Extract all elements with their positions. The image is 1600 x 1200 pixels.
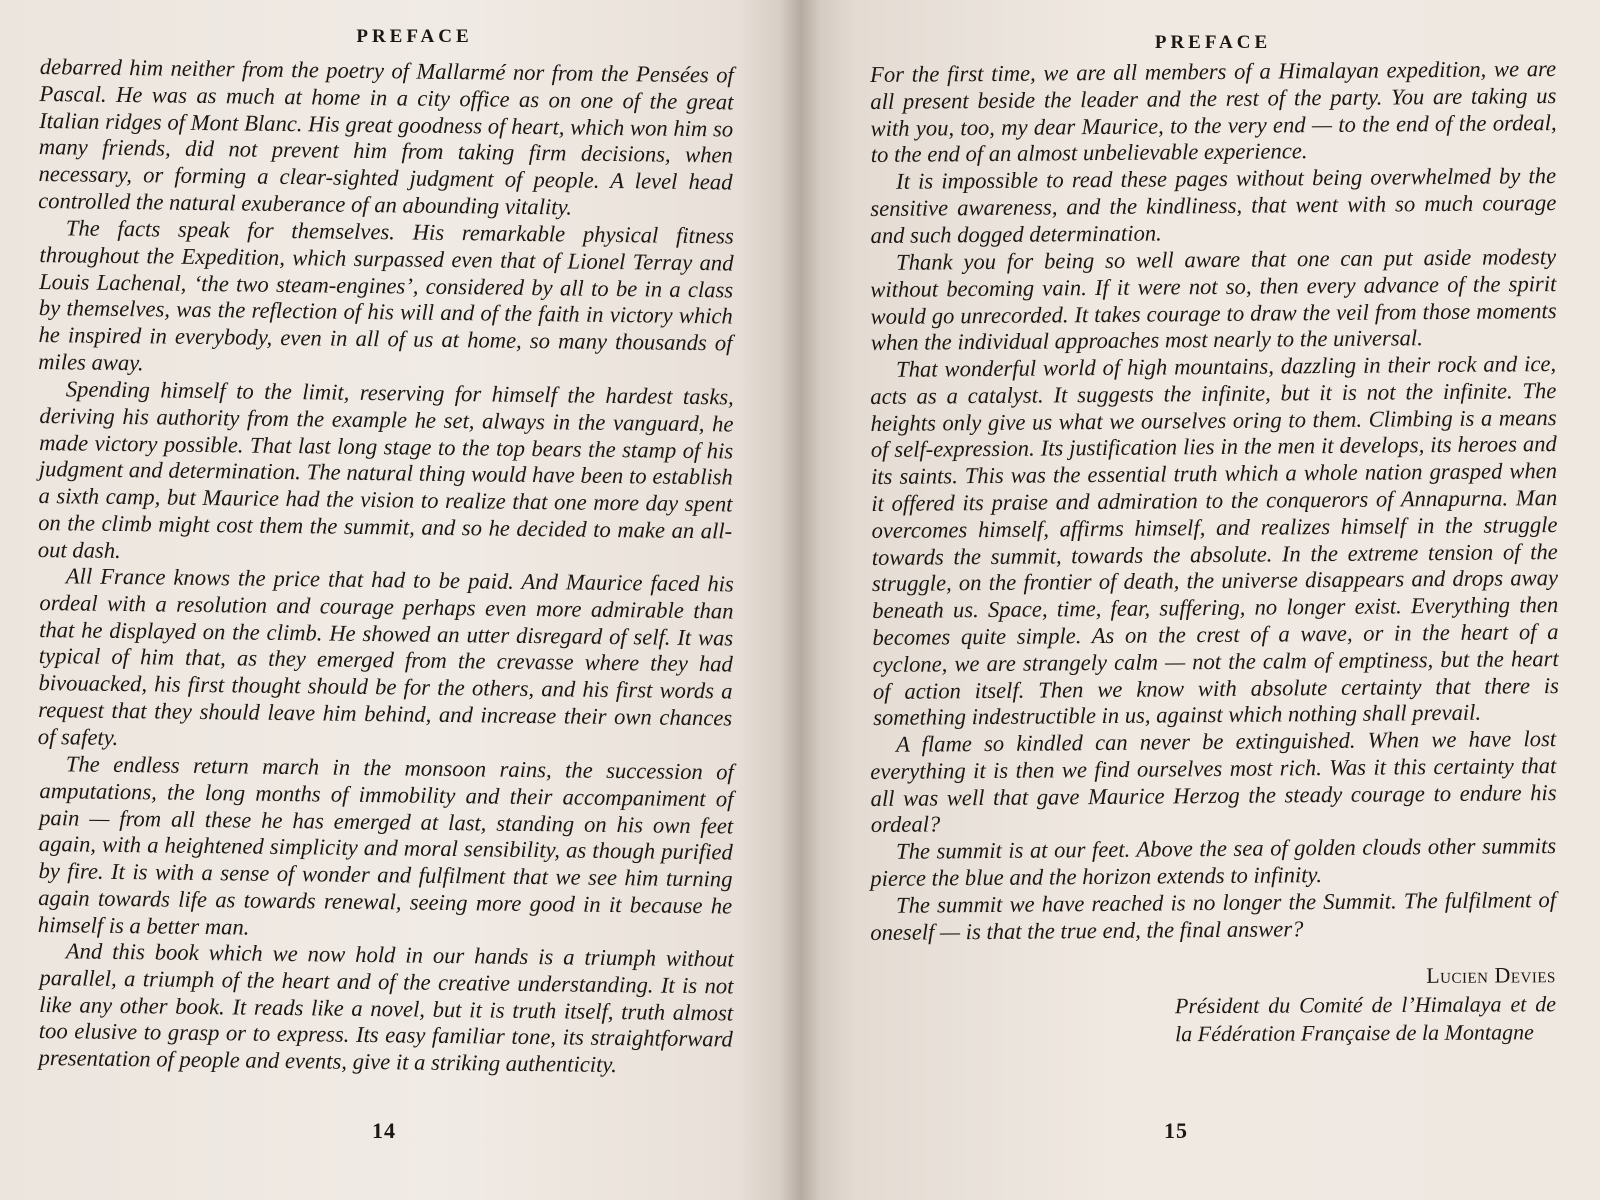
left-paragraph-2: The facts speak for themselves. His remarkable physical fitness throughout the Expedition, which surpassed even that of Lionel Terray and Louis Lachenal, ‘the two steam-engines’, considered by all to be in a class by themselves, was the reflection of his will and of the faith in victory which he inspired in everybody, even in all of us at home, so many thousands of miles away. — [38, 215, 734, 376]
running-head-left: PREFACE — [356, 26, 473, 47]
right-paragraph-3: Thank you for being so well aware that one can put aside modesty without becoming vain. If it were not so, then every advance of the spirit would go unrecorded. It takes courage to draw the veil from those moments when the individual approaches most nearly to the universal. — [870, 243, 1557, 355]
page-number-right: 15 — [1164, 1118, 1188, 1143]
page-number-left: 14 — [372, 1118, 396, 1143]
right-paragraph-5: A flame so kindled can never be extinguished. When we have lost everything it is then we find ourselves most rich. Was it this certainty that all was well that gave Maurice Herzog the steady courage to endure his ordeal? — [870, 725, 1557, 838]
left-paragraph-5: The endless return march in the monsoon rains, the succession of amputations, the long months of immobility and their accompaniment of pain — from all these he has emerged at last, standing on his own feet again, with a heightened simplicity and moral sensibility, as though purified by fire. It is with a sense of wonder and fulfilment that we see him turning again towards life as towards renewal, seeing more good in it because he himself is a better man. — [37, 751, 734, 940]
left-paragraph-3: Spending himself to the limit, reserving for himself the hardest tasks, deriving his authority from the example he set, always in the vanguard, he made victory possible. That last long stage to the top bears the stamp of his judgment and determination. The natural thing would have been to establish a sixth camp, but Maurice had the vision to realize that one more day spent on the climb might cost them the summit, and so he decided to make an all-out dash. — [37, 375, 734, 563]
left-paragraph-1: debarred him neither from the poetry of Mallarmé nor from the Pensées of Pascal. He was as much at home in a city office as on one of the great Italian ridges of Mont Blanc. His great goodness of heart, which won him so many friends, did not prevent him from taking firm decisions, when necessary, or forming a clear-sighted judgment of people. A level head controlled the natural exuberance of an abounding vitality. — [38, 54, 734, 220]
signature-block — [870, 963, 1556, 1051]
left-paragraph-6: And this book which we now hold in our hands is a triumph without parallel, a triumph of the heart and of the creative understanding. It is not like any other book. It reads like a novel, but it is truth itself, truth almost too elusive to grasp or to express. Its easy familiar tone, its straightforward presentation of people and events, give it a striking authenticity. — [38, 938, 734, 1078]
right-page — [800, 0, 1600, 1200]
signature-title: Président du Comité de l’Himalaya et de la Fédération Française de la Montagne — [1174, 991, 1557, 1047]
right-paragraph-2: It is impossible to read these pages without being overwhelmed by the sensitive awareness, and the kindliness, that went with so much courage and such dogged determination. — [870, 163, 1557, 248]
signature-name: Lucien Devies — [1426, 962, 1556, 989]
right-paragraph-4: That wonderful world of high mountains, dazzling in their rock and ice, acts as a catalyst. It suggests the infinite, but it is not the infinite. The heights only give us what we ourselves oring to them. Climbing is a means of self-expression. Its justification lies in the men it develops, its heroes and its saints. This was the essential truth which a whole nation grasped when it offered its praise and admiration to the conquerors of Annapurna. Man overcomes himself, affirms himself, and realizes himself in the struggle towards the summit, towards the absolute. In the extreme tension of the struggle, on the frontier of death, the universe disappears and drops away beneath us. Space, time, fear, suffering, no longer exist. Everything then becomes quite simple. As on the crest of a wave, or in the heart of a cyclone, we are strangely calm — not the calm of emptiness, but the heart of action itself. Then we know with absolute certainty that there is something indestructible in us, against which nothing shall prevail. — [870, 350, 1559, 731]
left-paragraph-4: All France knows the price that had to be paid. And Maurice faced his ordeal with a resolution and courage perhaps even more admirable than that he displayed on the climb. He showed an utter disregard of self. It was typical of him that, as they emerged from the crevasse where they had bivouacked, his first thought should be for the others, and his first words a request that they should leave him behind, and increase their own chances of safety. — [37, 563, 734, 750]
right-paragraph-6: The summit is at our feet. Above the sea of golden clouds other summits pierce the blue and the horizon extends to infinity. — [870, 833, 1557, 891]
running-head-right: PREFACE — [1154, 32, 1272, 53]
right-paragraph-1: For the first time, we are all members of a Himalayan expedition, we are all present beside the leader and the rest of the party. You are taking us with you, too, my dear Maurice, to the very end — to the end of the ordeal, to the end of an almost unbelievable experience. — [870, 56, 1557, 168]
right-paragraph-7: The summit we have reached is no longer the Summit. The fulfilment of oneself — is that the true end, the final answer? — [870, 886, 1557, 945]
